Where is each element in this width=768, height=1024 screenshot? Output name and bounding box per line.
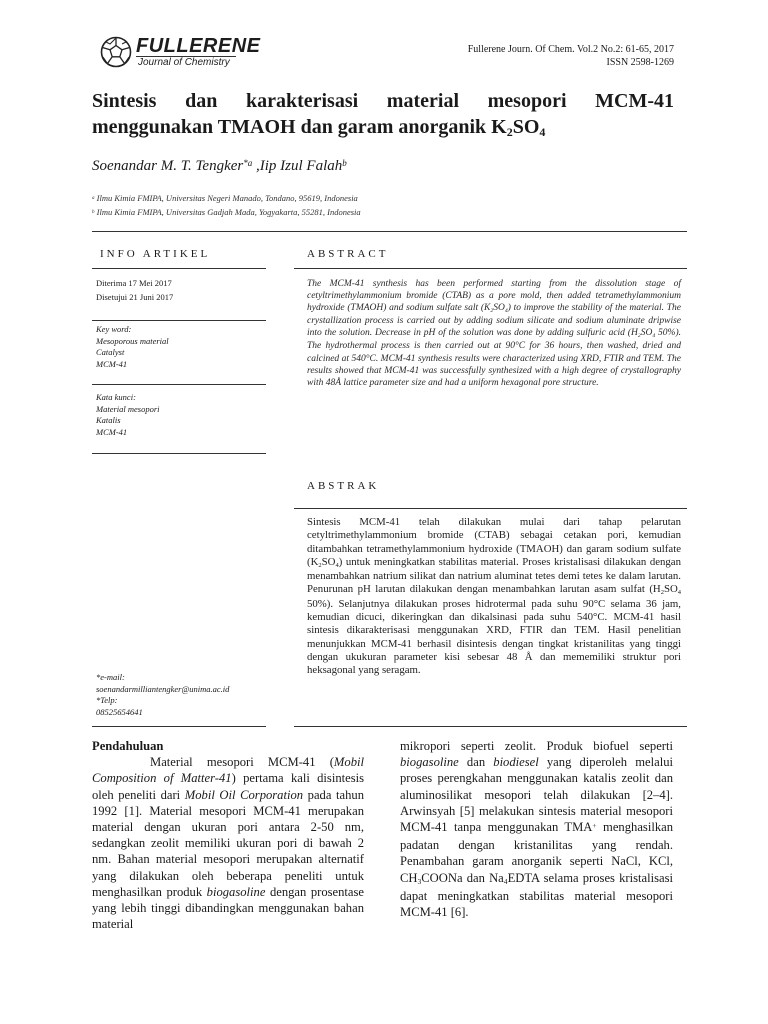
abstrak-indonesian-text: Sintesis MCM-41 telah dilakukan mulai dari tahap pelarutan cetyltrimethylammonium bromide (CTAB) sebagai cetakan pori, kemudian ditambahkan tetramethylammonium hydroxide (TMAOH) dan garam sodium sulfate $(K_2SO_4)$ untuk meningkatkan stabilitas material. Proses kristalisasi dilakukan dengan menambahkan natrium silikat dan natrium aluminat tetes demi tetes ke dalam larutan. Penurunan pH larutan dilakukan dengan menambahkan larutan asam sulfat ($H_2SO_4$ 50%). Selanjutnya dilakukan proses hidrotermal pada suhu 90°C selama 36 jam, kemudian dicuci, dikeringkan dan dikalsinasi pada suhu 540°C. MCM-41 hasil sintesis dikarakterisasi menggunakan XRD, FTIR dan TEM. Hasil penelitian menunjukkan MCM-41 berhasil disintesis dengan tingkat kristanilitas yang tinggi dengan ukukuran parameter kisi sebesar 48 Å dan mememiliki struktur pori heksagonal yang seragam.	[307, 516, 681, 677]
abstract-rule	[294, 268, 687, 269]
abstrak-bottom-rule	[294, 726, 687, 727]
abstrak-heading: ABSTRAK	[307, 480, 380, 492]
title-line-2: menggunakan TMAOH dan garam anorganik $K_2SO_4$	[92, 116, 546, 139]
journal-issn: ISSN 2598-1269	[606, 57, 674, 68]
email-label: *e-mail:	[96, 672, 125, 682]
katakunci-label: Kata kunci:	[96, 392, 136, 402]
author-1: Soenandar M. T. Tengker	[92, 158, 244, 174]
info-rule-2	[92, 320, 266, 321]
keywords-en	[96, 324, 169, 370]
telephone-label: *Telp:	[96, 695, 118, 705]
info-rule-1	[92, 268, 266, 269]
corresponding-contact	[96, 672, 229, 718]
telephone-number: 08525654641	[96, 706, 143, 717]
katakunci-item: Katalis	[96, 415, 121, 425]
journal-citation	[468, 43, 674, 69]
keyword-item: Catalyst	[96, 347, 125, 357]
abstrak-rule	[294, 508, 687, 509]
fullerene-logo-icon	[100, 36, 132, 68]
keyword-label: Key word:	[96, 324, 132, 334]
body-paragraph: Material mesopori MCM-41 (Mobil Composition of Matter-41) pertama kali disintesis oleh peneliti dari Mobil Oil Corporation pada tahun 1992 [1]. Material mesopori MCM-41 merupakan material dengan ukuran pori antara 2-50 nm, sedangkan zeolit memiliki ukuran pori di bawah 2 nm. Bahan material mesopori merupakan alternatif yang dilakukan oleh beberapa peneliti untuk menghasilkan produk biogasoline dengan prosentase yang lebih tinggi dibandingkan menggunakan bahan material	[92, 755, 365, 932]
author-list: Soenandar M. T. Tengker$^{*a}$ ,Iip Izul Falah$^b$	[92, 157, 347, 174]
logo-subtitle: Journal of Chemistry	[138, 57, 230, 68]
keywords-id	[96, 392, 160, 438]
abstract-english-text: The MCM-41 synthesis has been performed starting from the dissolution stage of cetyltrimethylammonium bromide (CTAB) as a pore mold, then added tetramethylammonium hydroxide (TMAOH) and sodium sulfate salt $(K_2SO_4)$ to improve the stability of the material. The crystallization process is carried out by adding sodium silicate and sodium aluminate dripwise into the solution. Decrease in pH of the solution was done by adding sulfuric acid ($H_2SO_4$ 50%). The hydrothermal process is then carried out at 90°C for 36 hours, then washed, dried and calcined at 540°C. MCM-41 synthesis results were characterized using XRD, FTIR and TEM. The results showed that MCM-41 was successfully synthesized with a high degree of crystallography with 48Å lattice parameter size and had a uniform hexagonal pore structure.	[307, 279, 681, 388]
header-rule	[92, 231, 687, 232]
info-rule-3	[92, 384, 266, 385]
body-right-column	[400, 738, 673, 920]
keyword-item: Mesoporous material	[96, 335, 169, 346]
info-rule-4	[92, 453, 266, 454]
article-title	[92, 88, 674, 142]
info-rule-5	[92, 726, 266, 727]
received-date: Diterima 17 Mei 2017	[96, 278, 172, 288]
affiliation-b: $^b$ Ilmu Kimia FMIPA, Universitas Gadjah Mada, Yogyakarta, 55281, Indonesia	[92, 207, 361, 217]
section-heading-pendahuluan: Pendahuluan	[92, 739, 164, 753]
katakunci-item: Material mesopori	[96, 403, 160, 414]
author-2: Iip Izul Falah	[259, 158, 343, 174]
body-paragraph: mikropori seperti zeolit. Produk biofuel seperti biogasoline dan biodiesel yang diperoleh melalui proses perengkahan menggunakan katalis zeolit dan aluminosilikat mesopori telah dilakukan [2–4]. Arwinsyah [5] melakukan sintesis material mesopori MCM-41 tanpa menggunakan TMA+ menghasilkan padatan dengan kristanilitas yang rendah. Penambahan garam anorganik seperti NaCl, KCl, $CH_3COONa$ dan $Na_4EDTA$ selama proses kristalisasi dapat meningkatkan stabilitas material mesopori MCM-41 [6].	[400, 739, 673, 920]
body-left-column	[92, 738, 364, 932]
article-dates	[96, 278, 173, 303]
abstract-heading: ABSTRACT	[307, 248, 389, 260]
katakunci-item: MCM-41	[96, 426, 128, 437]
keyword-item: MCM-41	[96, 358, 128, 369]
info-artikel-heading: INFO ARTIKEL	[100, 248, 211, 260]
logo-name: FULLERENE	[136, 35, 261, 57]
journal-volume-line: Fullerene Journ. Of Chem. Vol.2 No.2: 61-65, 2017	[467, 44, 674, 55]
logo-underline	[136, 56, 236, 57]
email-address: soenandarmilliantengker@unima.ac.id	[96, 683, 230, 694]
title-line-1: Sintesis dan karakterisasi material mesopori MCM-41	[92, 90, 674, 112]
accepted-date: Disetujui 21 Juni 2017	[96, 291, 174, 302]
affiliation-a: $^a$ Ilmu Kimia FMIPA, Universitas Negeri Manado, Tondano, 95619, Indonesia	[92, 193, 358, 203]
